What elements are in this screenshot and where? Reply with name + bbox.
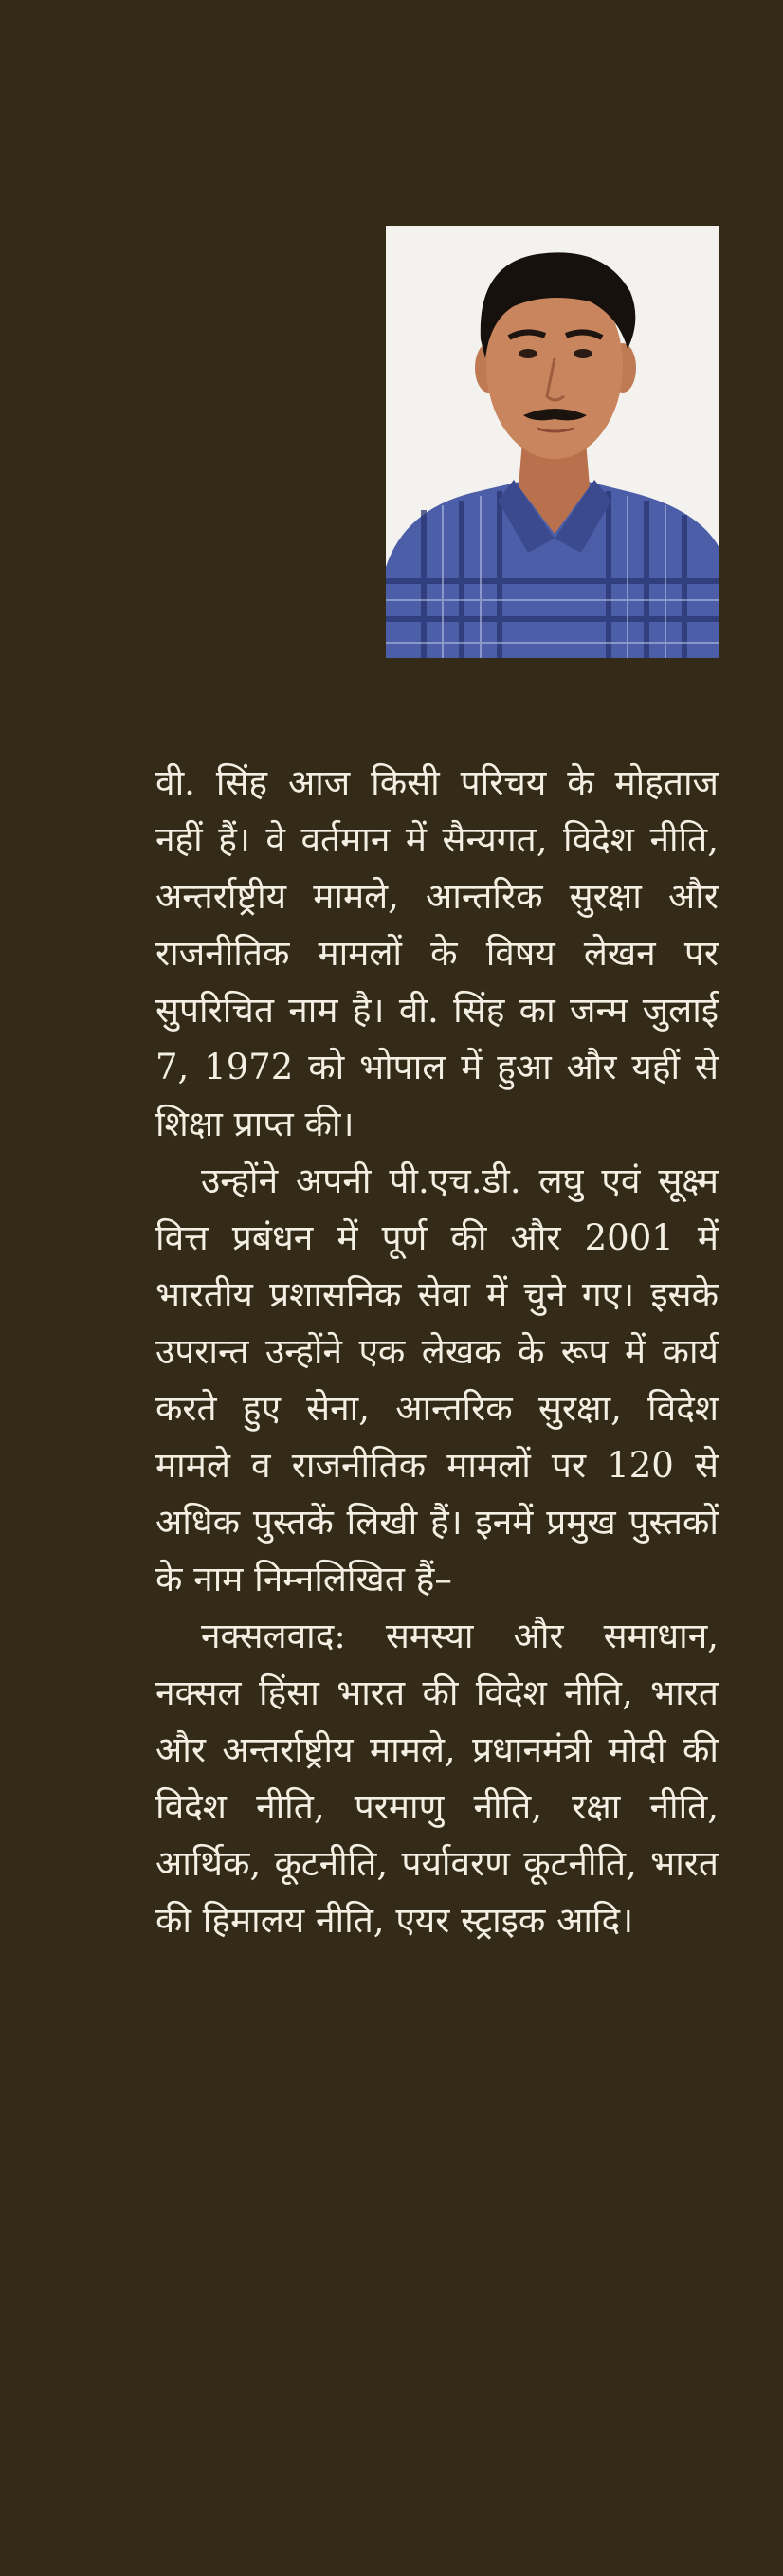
bio-paragraph-introduction: वी. सिंह आज किसी परिचय के मोहताज नहीं हैं। वे वर्तमान में सैन्यगत, विदेश नीति, अन्तर्राष्ट्रीय मामले, आन्तरिक सुरक्षा और राजनीतिक मामलों के विषय लेखन पर सुपरिचित नाम है। वी. सिंह का जन्म जुलाई 7, 1972 को भोपाल में हुआ और यहीं से शिक्षा प्राप्त की। [155,762,719,1144]
bio-paragraph-books: नक्सलवाद: समस्या और समाधान, नक्सल हिंसा भारत की विदेश नीति, भारत और अन्तर्राष्ट्रीय मामले, प्रधानमंत्री मोदी की विदेश नीति, परमाणु नीति, रक्षा नीति, आर्थिक, कूटनीति, पर्यावरण कूटनीति, भारत की हिमालय नीति, एयर स्ट्राइक आदि। [155,1616,719,1941]
bio-paragraph-career: उन्होंने अपनी पी.एच.डी. लघु एवं सूक्ष्म वित्त प्रबंधन में पूर्ण की और 2001 में भारतीय प्रशासनिक सेवा में चुने गए। इसके उपरान्त उन्होंने एक लेखक के रूप में कार्य करते हुए सेना, आन्तरिक सुरक्षा, विदेश मामले व राजनीतिक मामलों पर 120 से अधिक पुस्तकें लिखी हैं। इनमें प्रमुख पुस्तकों के नाम निम्नलिखित हैं– [155,1160,719,1599]
author-bio [155,755,719,1949]
author-photo [386,226,719,658]
author-portrait-image [386,226,719,658]
